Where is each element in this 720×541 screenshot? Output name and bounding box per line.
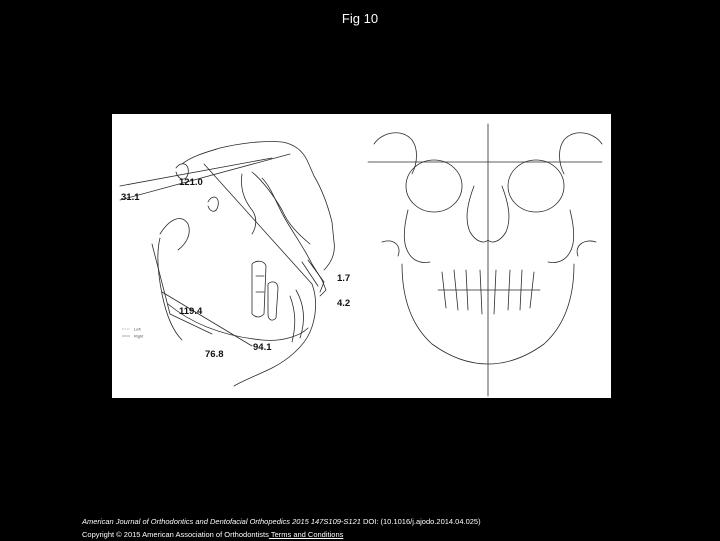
copyright-text: Copyright © 2015 American Association of Orthodontists — [82, 530, 269, 539]
frankfort-line — [120, 154, 290, 200]
legend-right-label: Right — [134, 333, 144, 339]
right-orbit — [508, 160, 564, 212]
lateral-ceph-tracing — [120, 141, 334, 386]
left-zygoma — [404, 210, 430, 263]
cephalometric-figure — [112, 114, 611, 398]
lower-incisor — [290, 290, 303, 342]
skull-outline-left — [374, 133, 417, 174]
molar-teeth — [252, 261, 266, 317]
maxilla-outline — [262, 178, 326, 296]
copyright-line — [82, 528, 481, 541]
sella-outline — [208, 197, 218, 211]
facial-line — [204, 164, 312, 284]
measurement-incisor-mandibular: 94.1 — [253, 342, 272, 353]
left-condyle — [382, 241, 399, 256]
right-condyle — [577, 241, 596, 256]
measurement-mandibular-plane: 76.8 — [205, 349, 224, 360]
legend — [122, 327, 144, 339]
chin-outline — [234, 284, 316, 386]
measurement-31: 31.1 — [121, 192, 140, 203]
mandibular-plane-line — [162, 292, 252, 346]
premolar-teeth — [268, 282, 278, 320]
mandible-body — [160, 219, 189, 250]
skull-outline-right — [560, 133, 603, 174]
legend-left-label: Left — [134, 326, 141, 332]
doi-text: DOI: (10.1016/j.ajodo.2014.04.025) — [363, 517, 481, 526]
figure-drawing — [112, 114, 611, 398]
measurement-121: 121.0 — [179, 177, 203, 188]
pterygoid-outline — [241, 174, 255, 234]
citation-line — [82, 515, 481, 528]
frontal-ceph-tracing — [368, 124, 602, 396]
nasal-outline — [252, 172, 310, 244]
figure-title: Fig 10 — [341, 11, 379, 26]
right-zygoma — [548, 210, 574, 263]
posterior-ramus — [158, 238, 182, 340]
citation-footer — [82, 515, 481, 541]
journal-citation: American Journal of Orthodontics and Dentofacial Orthopedics 2015 147S109-S121 — [82, 517, 361, 526]
left-orbit — [406, 160, 462, 212]
measurement-overjet: 1.7 — [337, 273, 351, 284]
measurement-gonial: 119.4 — [179, 306, 203, 317]
measurement-overbite: 4.2 — [337, 298, 351, 309]
terms-link[interactable]: Terms and Conditions — [268, 530, 344, 539]
